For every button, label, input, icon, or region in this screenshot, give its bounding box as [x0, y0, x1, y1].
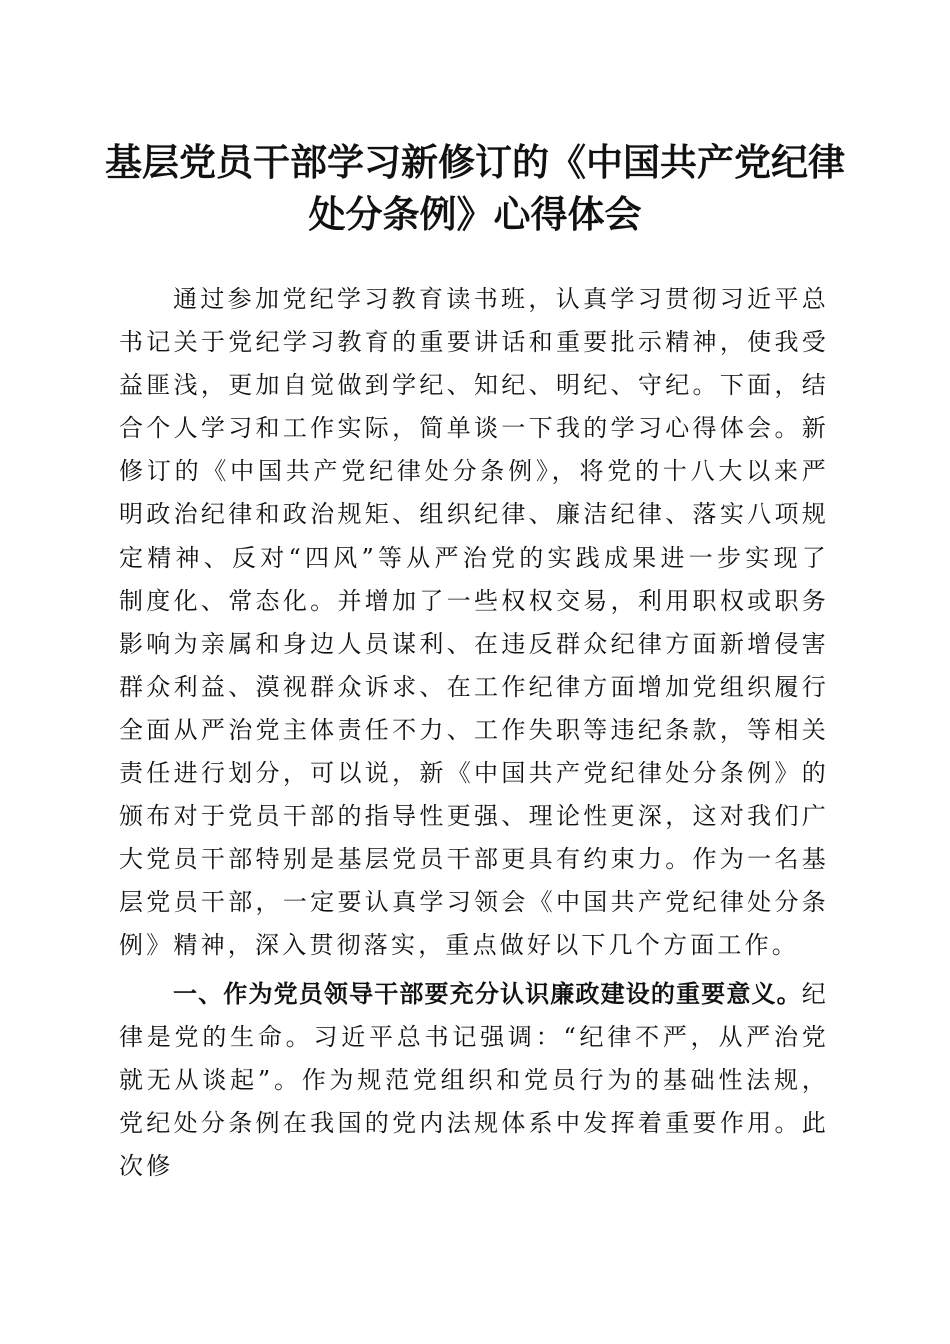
section-1-heading: 一、作为党员领导干部要充分认识廉政建设的重要意义。 — [173, 979, 802, 1008]
section-1-paragraph — [119, 973, 829, 1188]
document-title-line-2: 处分条例》心得体会 — [308, 192, 642, 236]
intro-paragraph: 通过参加党纪学习教育读书班，认真学习贯彻习近平总书记关于党纪学习教育的重要讲话和重要批示精神，使我受益匪浅，更加自觉做到学纪、知纪、明纪、守纪。下面，结合个人学习和工作实际，简单谈一下我的学习心得体会。新修订的《中国共产党纪律处分条例》，将党的十八大以来严明政治纪律和政治规矩、组织纪律、廉洁纪律、落实八项规定精神、反对“四风”等从严治党的实践成果进一步实现了制度化、常态化。并增加了一些权权交易，利用职权或职务影响为亲属和身边人员谋利、在违反群众纪律方面新增侵害群众利益、漠视群众诉求、在工作纪律方面增加党组织履行全面从严治党主体责任不力、工作失职等违纪条款，等相关责任进行划分，可以说，新《中国共产党纪律处分条例》的颁布对于党员干部的指导性更强、理论性更深，这对我们广大党员干部特别是基层党员干部更具有约束力。作为一名基层党员干部，一定要认真学习领会《中国共产党纪律处分条例》精神，深入贯彻落实，重点做好以下几个方面工作。 — [119, 285, 829, 960]
section-1-text: 纪律是党的生命。习近平总书记强调：“纪律不严，从严治党就无从谈起”。作为规范党组织和党员行为的基础性法规，党纪处分条例在我国的党内法规体系中发挥着重要作用。此次修 — [119, 979, 829, 1180]
document-title — [100, 136, 850, 240]
document-body — [119, 278, 829, 1188]
document-title-line-1: 基层党员干部学习新修订的《中国共产党纪律 — [105, 140, 845, 184]
